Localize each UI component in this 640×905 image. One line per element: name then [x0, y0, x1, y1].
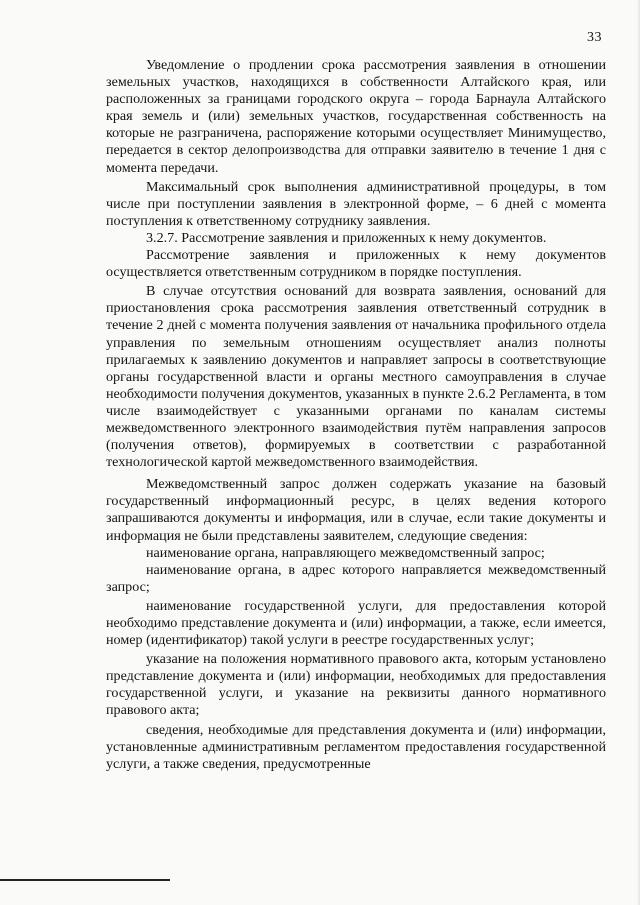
list-item-requesting-body: наименование органа, направляющего межведомственный запрос;	[146, 544, 545, 561]
paragraph-review-order: Рассмотрение заявления и приложенных к нему документов осуществляется ответственным сотрудником в порядке поступления.	[106, 247, 606, 281]
list-item-service-name: наименование государственной услуги, для предоставления которой необходимо представление документа и (или) информации, а также, если имеется, номер (идентификатор) такой услуги в реестре государственных услуг;	[106, 597, 606, 649]
list-item-legal-act: указание на положения нормативного правового акта, которым установлено представление документа и (или) информации, необходимых для предоставления государственной услуги, и указание на реквизиты данного нормативного правового акта;	[106, 651, 606, 719]
paragraph-interagency-requests: В случае отсутствия оснований для возврата заявления, оснований для приостановления срока рассмотрения заявления ответственный сотрудник в течение 2 дней с момента получения заявления от начальника профильного отдела управления по земельным отношениям осуществляет анализ полноты прилагаемых к заявлению документов и направляет запросы в соответствующие органы государственной власти и органы местного самоуправления в случае необходимости получения документов, указанных в пункте 2.6.2 Регламента, в том числе взаимодействует с указанными органами по каналам системы межведомственного электронного взаимодействия путём направления запросов (получения ответов), формируемых в соответствии с разработанной технологической картой межведомственного взаимодействия.	[106, 283, 606, 471]
section-heading-3-2-7: 3.2.7. Рассмотрение заявления и приложенных к нему документов.	[146, 229, 547, 246]
paragraph-extension-notice: Уведомление о продлении срока рассмотрения заявления в отношении земельных участков, находящихся в собственности Алтайского края, или расположенных за границами городского округа – города Барнаула Алтайского края земель и (или) земельных участков, государственная собственность на которые не разграничена, распоряжение которыми осуществляет Минимущество, передается в сектор делопроизводства для отправки заявителю в течение 1 дня с момента передачи.	[106, 57, 606, 176]
footnote-divider	[0, 879, 170, 881]
document-body	[106, 57, 606, 773]
paragraph-max-duration: Максимальный срок выполнения административной процедуры, в том числе при поступлении заявления в электронной форме, – 6 дней с момента поступления к ответственному сотруднику заявления.	[106, 178, 606, 229]
list-item-required-info: сведения, необходимые для представления документа и (или) информации, установленные административным регламентом предоставления государственной услуги, а также сведения, предусмотренные	[106, 721, 606, 772]
page-number: 33	[587, 30, 602, 45]
list-item-recipient-body: наименование органа, в адрес которого направляется межведомственный запрос;	[106, 561, 606, 595]
paragraph-request-requirements: Межведомственный запрос должен содержать указание на базовый государственный информационный ресурс, в целях ведения которого запрашиваются документы и информация, или в случае, если такие документы и информация не были представлены заявителем, следующие сведения:	[106, 476, 606, 544]
